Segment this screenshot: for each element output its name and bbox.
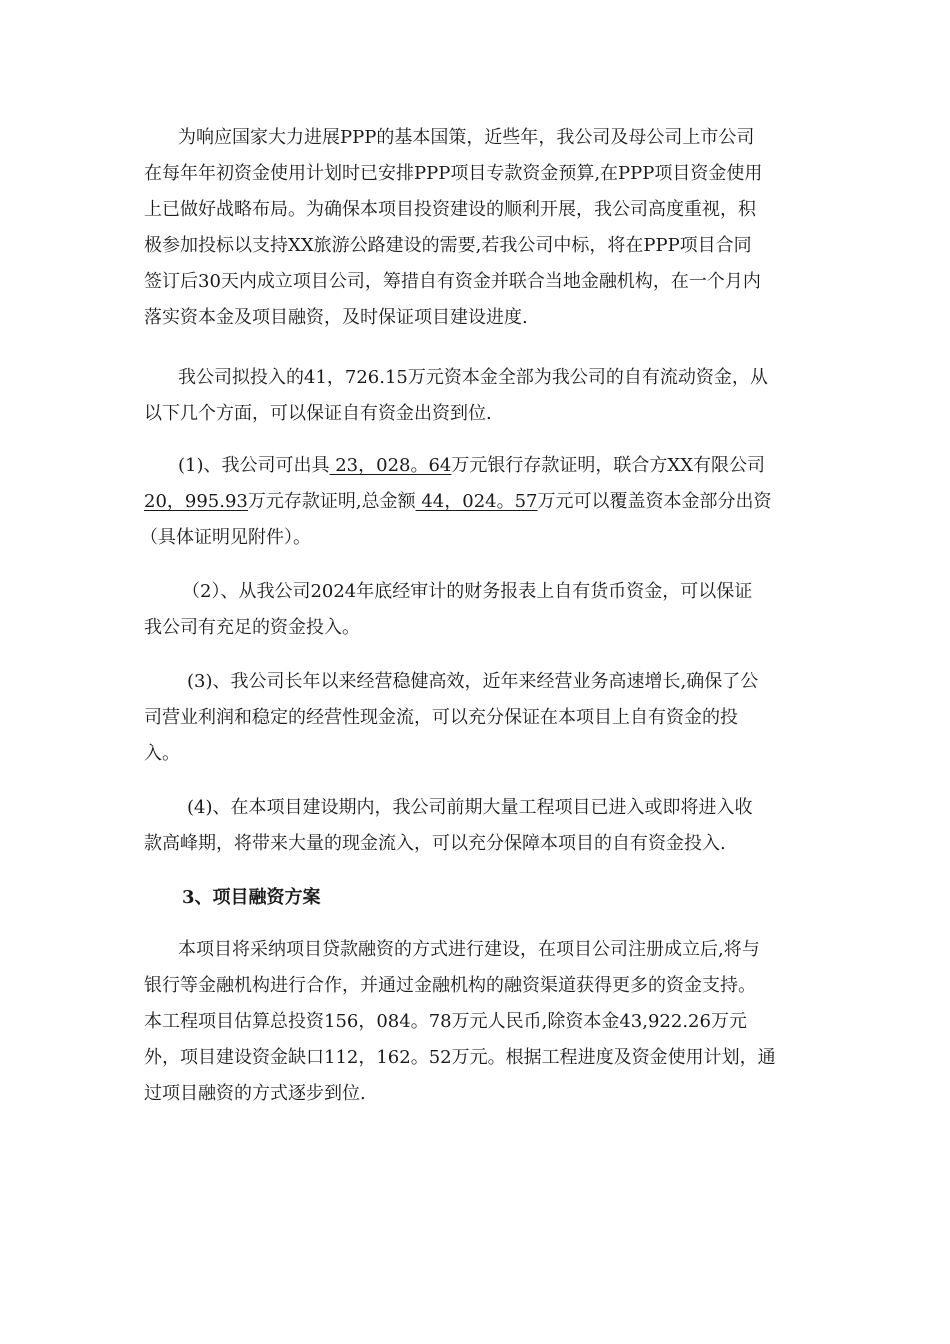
text-line: 我公司有充足的资金投入。: [144, 617, 360, 638]
section-heading: 3、项目融资方案: [182, 887, 321, 908]
text-line: 签订后30天内成立项目公司，筹措自有资金并联合当地金融机构，在一个月内: [144, 271, 761, 292]
item-1-prefix: (1)、我公司可出具: [178, 455, 330, 476]
text-line: 在每年年初资金使用计划时已安排PPP项目专款资金预算,在PPP项目资金使用: [144, 163, 763, 184]
text-line: 款高峰期，将带来大量的现金流入，可以充分保障本项目的自有资金投入.: [144, 833, 726, 854]
text-line: 银行等金融机构进行合作，并通过金融机构的融资渠道获得更多的资金支持。: [144, 975, 756, 996]
text-line: 司营业利润和稳定的经营性现金流，可以充分保证在本项目上自有资金的投: [144, 707, 738, 728]
deposit-amount-1: 23，028。64: [329, 455, 452, 476]
text-line: 过项目融资的方式逐步到位.: [144, 1083, 366, 1104]
text-line: （2）、从我公司2024年底经审计的财务报表上自有货币资金，可以保证: [182, 581, 753, 602]
deposit-amount-2: 20，995.93: [144, 491, 248, 512]
text-line: 我公司拟投入的41，726.15万元资本金全部为我公司的自有流动资金，从: [178, 367, 768, 388]
text-line: 为响应国家大力进展PPP的基本国策，近些年，我公司及母公司上市公司: [178, 127, 755, 148]
text-line: 本项目将采纳项目贷款融资的方式进行建设，在项目公司注册成立后,将与: [178, 939, 760, 960]
text-line: 外，项目建设资金缺口112，162。52万元。根据工程进度及资金使用计划，通: [144, 1047, 776, 1068]
text-line: (3)、我公司长年以来经营稳健高效，近年来经营业务高速增长,确保了公: [187, 671, 759, 692]
text-line: （具体证明见附件）。: [140, 527, 311, 548]
text-line: 以下几个方面，可以保证自有资金出资到位.: [144, 403, 492, 424]
item-1-suffix: 万元银行存款证明，联合方XX有限公司: [451, 455, 766, 476]
item-1-middle: 万元存款证明,总金额: [247, 491, 416, 512]
text-line: 极参加投标以支持XX旅游公路建设的需要,若我公司中标，将在PPP项目合同: [144, 235, 752, 256]
text-line: [178, 454, 765, 478]
text-line: 入。: [144, 743, 180, 764]
text-line: (4)、在本项目建设期内，我公司前期大量工程项目已进入或即将进入收: [187, 797, 753, 818]
text-line: 落实资本金及项目融资，及时保证项目建设进度.: [144, 307, 528, 328]
text-line: 上已做好战略布局。为确保本项目投资建设的顺利开展，我公司高度重视，积: [144, 199, 756, 220]
text-line: [144, 490, 772, 514]
total-amount: 44，024。57: [415, 491, 538, 512]
item-1-suffix-2: 万元可以覆盖资本金部分出资: [537, 491, 772, 512]
text-line: 本工程项目估算总投资156，084。78万元人民币,除资本金43,922.26万元: [144, 1011, 747, 1032]
